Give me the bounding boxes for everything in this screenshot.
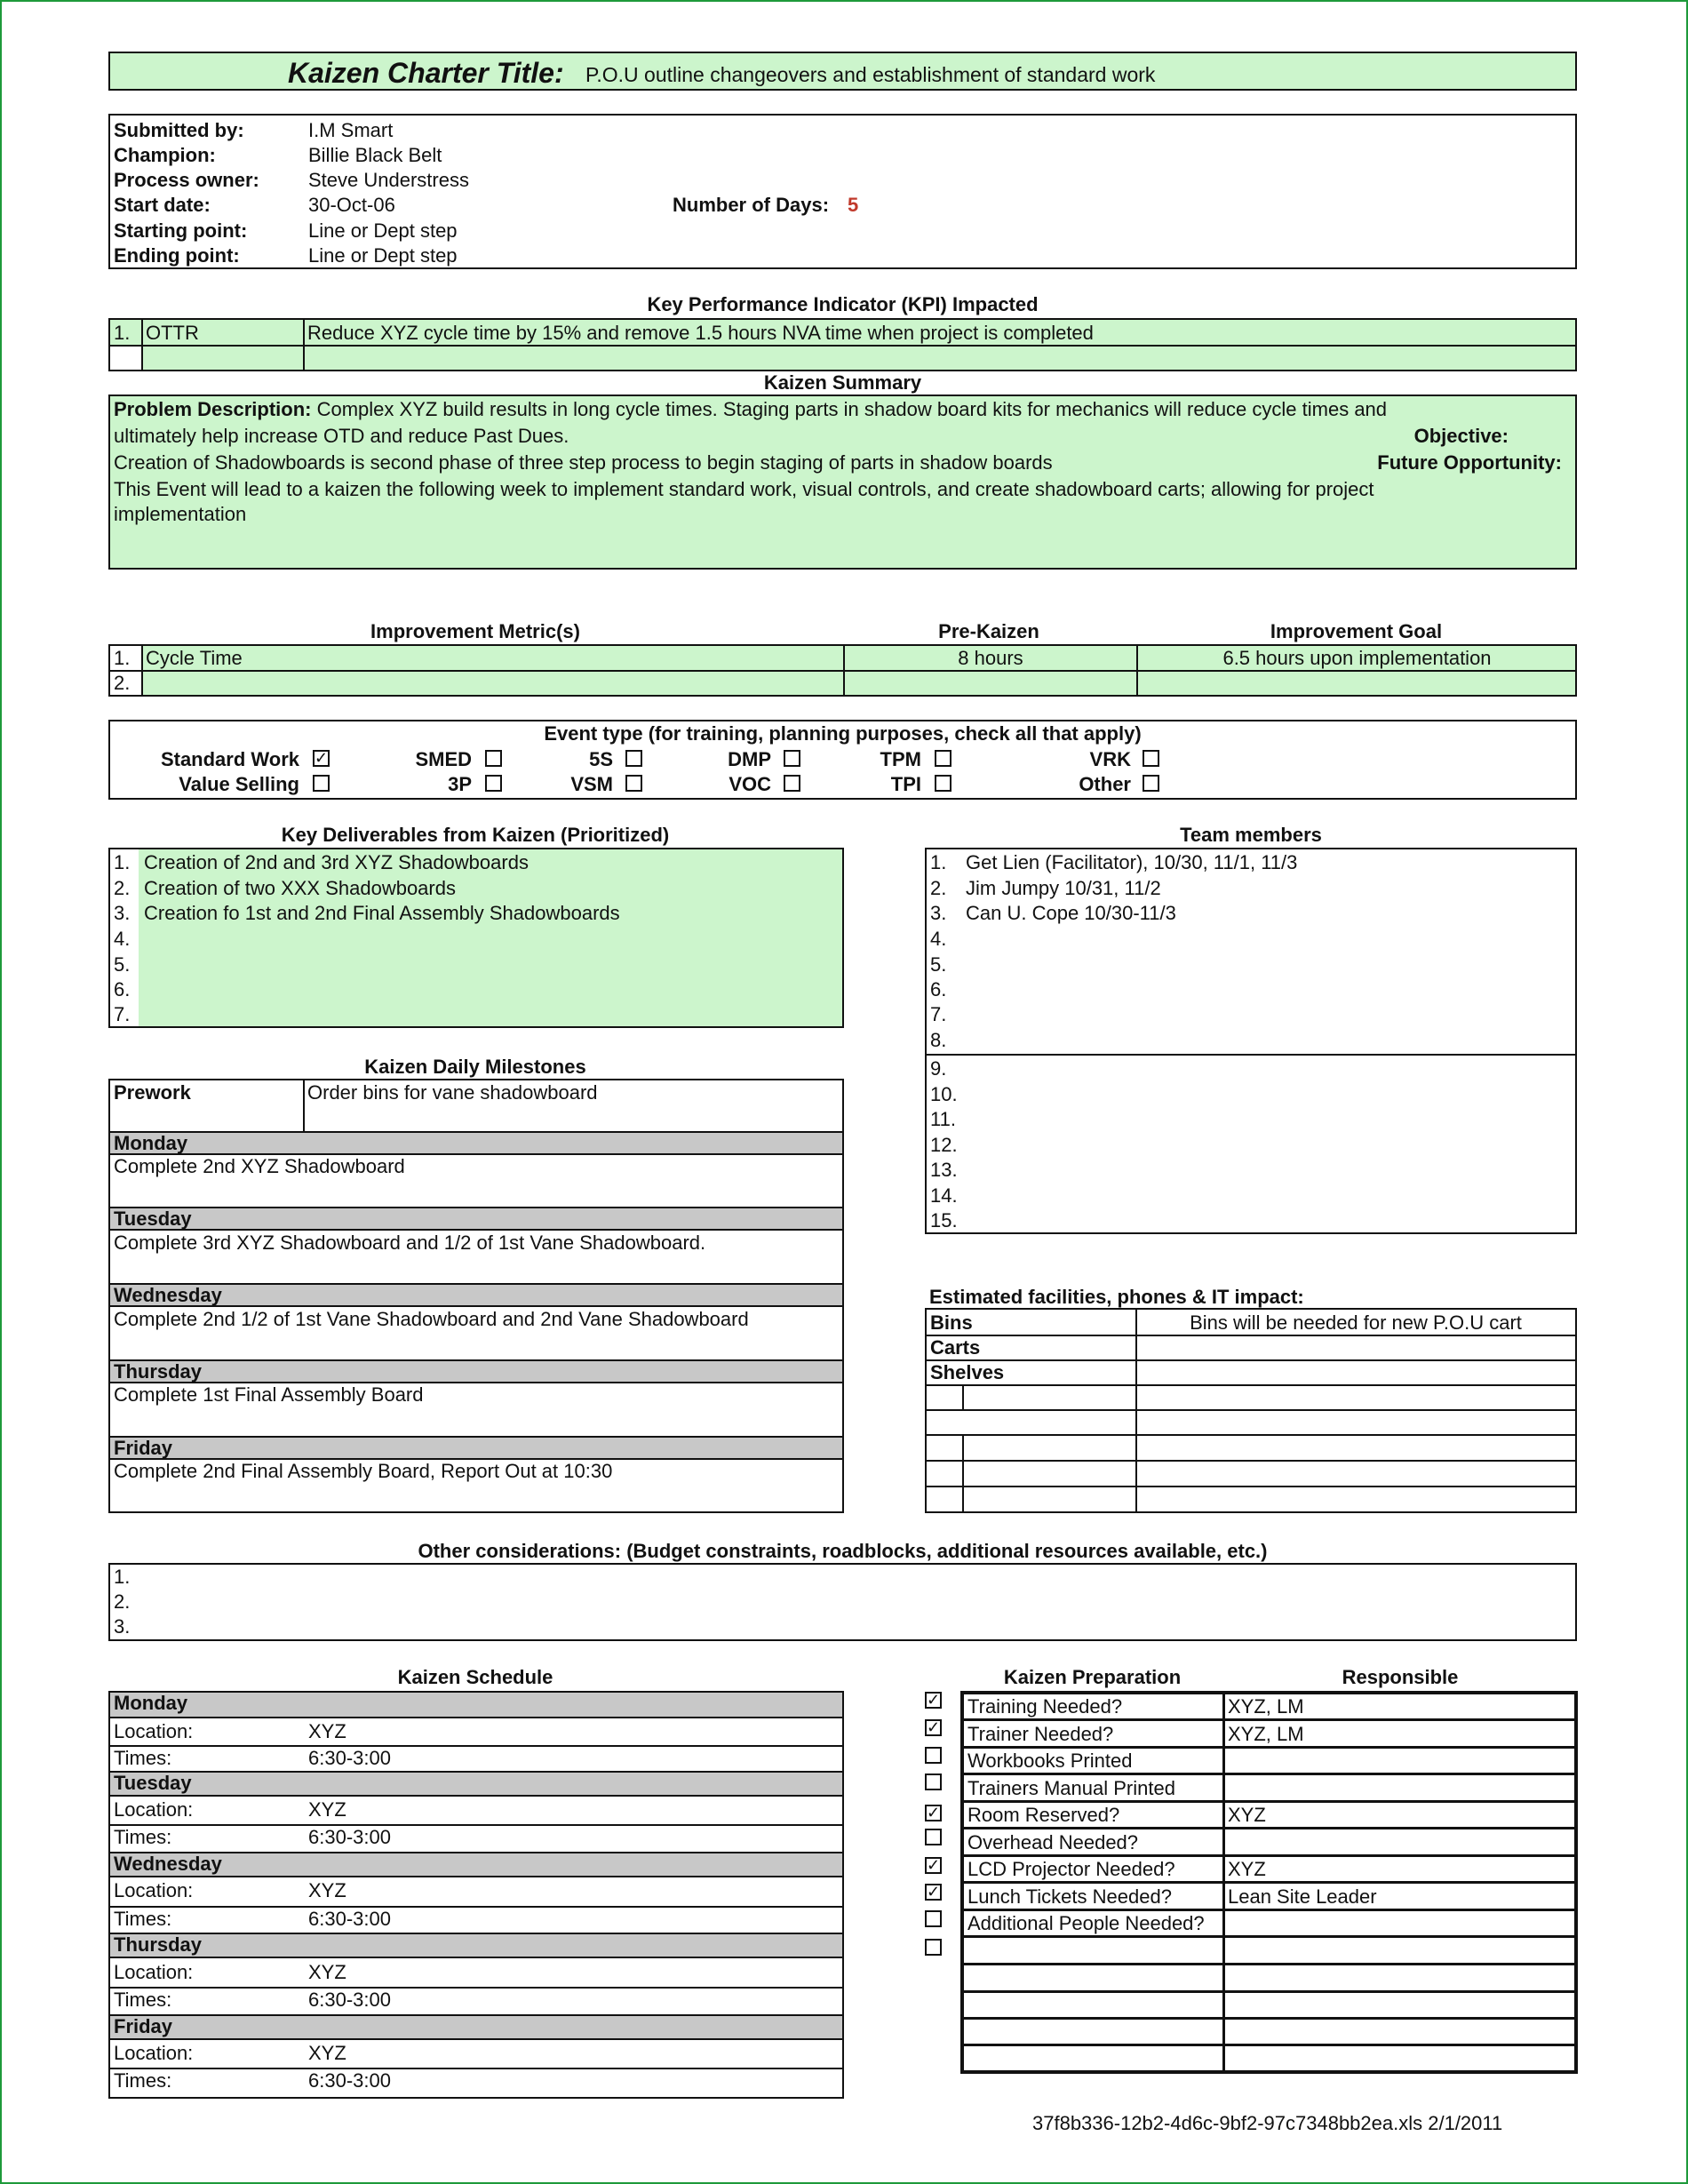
- prep-trainer-checkbox[interactable]: ✓: [927, 1718, 941, 1736]
- event-dmp-label: DMP: [728, 748, 771, 770]
- event-dmp-checkbox[interactable]: [784, 750, 800, 767]
- starting-point-label: Starting point:: [114, 219, 248, 242]
- metrics-col3-heading: Improvement Goal: [1270, 620, 1443, 642]
- team-8-num: 8.: [930, 1029, 947, 1051]
- prework-text: Order bins for vane shadowboard: [307, 1081, 598, 1104]
- problem-text-2: ultimately help increase OTD and reduce Past Dues.: [114, 425, 569, 447]
- ending-point-value: Line or Dept step: [308, 244, 458, 267]
- schedule-friday-location: XYZ: [308, 2042, 346, 2064]
- charter-title-label: Kaizen Charter Title:: [288, 57, 564, 89]
- milestone-wednesday-text: Complete 2nd 1/2 of 1st Vane Shadowboard and 2nd Vane Shadowboard: [114, 1308, 749, 1330]
- event-type-heading: Event type (for training, planning purposes, check all that apply): [544, 722, 1142, 745]
- process-owner-value: Steve Understress: [308, 169, 469, 191]
- problem-text: Complex XYZ build results in long cycle times. Staging parts in shadow board kits for mechanics will reduce cycle times and: [316, 398, 1388, 420]
- schedule-wednesday-bar: Wednesday: [110, 1852, 842, 1877]
- schedule-thursday-bar: Thursday: [110, 1933, 842, 1958]
- charter-title-bar: [108, 52, 1577, 91]
- prep-training-item: Training Needed?: [967, 1695, 1123, 1718]
- schedule-wednesday-times: 6:30-3:00: [308, 1908, 391, 1930]
- schedule-friday-location-label: Location:: [114, 2042, 194, 2064]
- facility-bins-value: Bins will be needed for new P.O.U cart: [1190, 1311, 1522, 1334]
- schedule-tuesday-location-label: Location:: [114, 1798, 194, 1821]
- schedule-thursday-times-label: Times:: [114, 1989, 172, 2011]
- deliverable-6-num: 6.: [114, 978, 131, 1000]
- event-tpm-checkbox[interactable]: [935, 750, 951, 767]
- other-3-num: 3.: [114, 1615, 131, 1638]
- schedule-friday-times-label: Times:: [114, 2069, 172, 2092]
- metric-row-2-num: 2.: [114, 672, 131, 694]
- other-1-num: 1.: [114, 1566, 131, 1588]
- schedule-monday-bar: Monday: [110, 1693, 842, 1718]
- event-standard-work-checkbox[interactable]: ✓: [315, 749, 329, 767]
- team-1-num: 1.: [930, 851, 947, 873]
- milestones-box: [108, 1079, 844, 1513]
- milestone-wednesday-bar: Wednesday: [110, 1283, 842, 1307]
- facility-shelves-label: Shelves: [930, 1361, 1005, 1383]
- prep-room-checkbox[interactable]: ✓: [927, 1804, 941, 1821]
- team-10-num: 10.: [930, 1083, 958, 1105]
- deliverable-7-num: 7.: [114, 1003, 131, 1025]
- number-of-days-value: 5: [848, 194, 859, 216]
- team-5-num: 5.: [930, 953, 947, 976]
- metric-row-1-pre: 8 hours: [958, 647, 1023, 669]
- prep-additional-item: Additional People Needed?: [967, 1912, 1205, 1934]
- team-3-text: Can U. Cope 10/30-11/3: [966, 902, 1176, 924]
- event-smed-checkbox[interactable]: [485, 750, 502, 767]
- prep-overhead-item: Overhead Needed?: [967, 1831, 1139, 1853]
- event-standard-work-label: Standard Work: [160, 748, 299, 770]
- team-box-1: [925, 848, 1577, 1056]
- starting-point-value: Line or Dept step: [308, 219, 458, 242]
- prep-workbooks-item: Workbooks Printed: [967, 1750, 1133, 1772]
- deliverable-5-num: 5.: [114, 953, 131, 976]
- summary-box: [108, 395, 1577, 570]
- prep-trainer-item: Trainer Needed?: [967, 1723, 1114, 1745]
- prep-blank-checkbox[interactable]: [925, 1939, 942, 1956]
- team-7-num: 7.: [930, 1003, 947, 1025]
- kpi-heading: Key Performance Indicator (KPI) Impacted: [647, 293, 1039, 315]
- other-box: [108, 1563, 1577, 1641]
- deliverable-2-text: Creation of two XXX Shadowboards: [144, 877, 456, 899]
- event-other-label: Other: [1079, 773, 1131, 795]
- metrics-col2-heading: Pre-Kaizen: [938, 620, 1039, 642]
- milestone-thursday-text: Complete 1st Final Assembly Board: [114, 1383, 424, 1406]
- event-value-selling-label: Value Selling: [179, 773, 299, 795]
- schedule-tuesday-bar: Tuesday: [110, 1771, 842, 1797]
- schedule-thursday-times: 6:30-3:00: [308, 1989, 391, 2011]
- schedule-tuesday-location: XYZ: [308, 1798, 346, 1821]
- problem-line: [114, 398, 1387, 421]
- kpi-table: [108, 318, 1577, 371]
- schedule-wednesday-location: XYZ: [308, 1879, 346, 1901]
- event-voc-label: VOC: [729, 773, 771, 795]
- schedule-thursday-location-label: Location:: [114, 1961, 194, 1983]
- schedule-monday-times: 6:30-3:00: [308, 1747, 391, 1769]
- deliverable-4-num: 4.: [114, 928, 131, 950]
- prep-trainer-resp: XYZ, LM: [1228, 1723, 1304, 1745]
- prep-additional-checkbox[interactable]: [925, 1910, 942, 1927]
- start-date-label: Start date:: [114, 194, 211, 216]
- metrics-table: [108, 644, 1577, 697]
- schedule-monday-times-label: Times:: [114, 1747, 172, 1769]
- deliverables-box: [108, 848, 844, 1028]
- prep-lunch-checkbox[interactable]: ✓: [927, 1883, 941, 1901]
- summary-line-4: This Event will lead to a kaizen the following week to implement standard work, visual controls, and create shadowboard carts; allowing for project: [114, 478, 1374, 500]
- schedule-tuesday-times: 6:30-3:00: [308, 1826, 391, 1848]
- deliverable-1-num: 1.: [114, 851, 131, 873]
- team-2-num: 2.: [930, 877, 947, 899]
- event-vrk-checkbox[interactable]: [1143, 750, 1159, 767]
- event-other-checkbox[interactable]: [1143, 775, 1159, 792]
- future-opportunity-label: Future Opportunity:: [1377, 451, 1562, 474]
- event-vsm-label: VSM: [570, 773, 613, 795]
- event-value-selling-checkbox[interactable]: [313, 775, 330, 792]
- prep-lcd-item: LCD Projector Needed?: [967, 1858, 1175, 1880]
- event-3p-label: 3P: [448, 773, 472, 795]
- responsible-heading: Responsible: [1342, 1666, 1459, 1688]
- event-5s-checkbox[interactable]: [625, 750, 642, 767]
- submitted-by-value: I.M Smart: [308, 119, 394, 141]
- summary-line-5: implementation: [114, 503, 247, 525]
- deliverables-heading: Key Deliverables from Kaizen (Prioritized): [281, 824, 670, 846]
- prep-room-resp: XYZ: [1228, 1804, 1266, 1826]
- schedule-heading: Kaizen Schedule: [397, 1666, 553, 1688]
- champion-label: Champion:: [114, 144, 216, 166]
- milestone-monday-bar: Monday: [110, 1131, 842, 1155]
- team-1-text: Get Lien (Facilitator), 10/30, 11/1, 11/3: [966, 851, 1298, 873]
- deliverable-1-text: Creation of 2nd and 3rd XYZ Shadowboards: [144, 851, 529, 873]
- facilities-table: [925, 1308, 1577, 1513]
- schedule-friday-bar: Friday: [110, 2014, 842, 2040]
- team-6-num: 6.: [930, 978, 947, 1000]
- info-box: [108, 114, 1577, 269]
- milestone-tuesday-bar: Tuesday: [110, 1207, 842, 1231]
- event-3p-checkbox[interactable]: [485, 775, 502, 792]
- deliverable-3-num: 3.: [114, 902, 131, 924]
- other-2-num: 2.: [114, 1590, 131, 1613]
- objective-label: Objective:: [1413, 425, 1509, 447]
- schedule-wednesday-times-label: Times:: [114, 1908, 172, 1930]
- prep-lcd-resp: XYZ: [1228, 1858, 1266, 1880]
- team-12-num: 12.: [930, 1134, 958, 1156]
- milestone-friday-bar: Friday: [110, 1436, 842, 1460]
- process-owner-label: Process owner:: [114, 169, 259, 191]
- schedule-friday-times: 6:30-3:00: [308, 2069, 391, 2092]
- ending-point-label: Ending point:: [114, 244, 240, 267]
- schedule-thursday-location: XYZ: [308, 1961, 346, 1983]
- kpi-row-name: OTTR: [146, 322, 199, 344]
- schedule-box: [108, 1691, 844, 2099]
- schedule-tuesday-times-label: Times:: [114, 1826, 172, 1848]
- team-9-num: 9.: [930, 1057, 947, 1080]
- charter-title-value: P.O.U outline changeovers and establishment of standard work: [585, 63, 1156, 86]
- preparation-heading: Kaizen Preparation: [1003, 1666, 1182, 1688]
- event-tpi-checkbox[interactable]: [935, 775, 951, 792]
- event-vsm-checkbox[interactable]: [625, 775, 642, 792]
- deliverable-3-text: Creation fo 1st and 2nd Final Assembly Shadowboards: [144, 902, 620, 924]
- team-box-2: [925, 1054, 1577, 1234]
- start-date-value: 30-Oct-06: [308, 194, 395, 216]
- team-4-num: 4.: [930, 928, 947, 950]
- team-heading: Team members: [1180, 824, 1322, 846]
- event-5s-label: 5S: [589, 748, 613, 770]
- metric-row-1-name: Cycle Time: [146, 647, 243, 669]
- team-15-num: 15.: [930, 1209, 958, 1231]
- schedule-monday-location: XYZ: [308, 1720, 346, 1742]
- facility-carts-label: Carts: [930, 1336, 981, 1359]
- prep-trainers-manual-checkbox[interactable]: [925, 1774, 942, 1790]
- prep-lcd-checkbox[interactable]: ✓: [927, 1856, 941, 1874]
- other-heading: Other considerations: (Budget constraints, roadblocks, additional resources available, etc.): [418, 1540, 1268, 1562]
- prep-lunch-resp: Lean Site Leader: [1228, 1885, 1377, 1908]
- milestones-heading: Kaizen Daily Milestones: [364, 1056, 586, 1078]
- prep-room-item: Room Reserved?: [967, 1804, 1120, 1826]
- prep-lunch-item: Lunch Tickets Needed?: [967, 1885, 1172, 1908]
- team-2-text: Jim Jumpy 10/31, 11/2: [966, 877, 1161, 899]
- schedule-monday-location-label: Location:: [114, 1720, 194, 1742]
- team-14-num: 14.: [930, 1184, 958, 1207]
- number-of-days-label: Number of Days:: [673, 194, 830, 216]
- event-tpm-label: TPM: [880, 748, 921, 770]
- milestone-monday-text: Complete 2nd XYZ Shadowboard: [114, 1155, 405, 1177]
- prep-training-checkbox[interactable]: ✓: [927, 1691, 941, 1709]
- milestone-tuesday-text: Complete 3rd XYZ Shadowboard and 1/2 of 1st Vane Shadowboard.: [114, 1231, 706, 1254]
- event-smed-label: SMED: [415, 748, 472, 770]
- metric-row-1-num: 1.: [114, 647, 131, 669]
- champion-value: Billie Black Belt: [308, 144, 442, 166]
- metric-row-1-goal: 6.5 hours upon implementation: [1222, 647, 1492, 669]
- facilities-heading: Estimated facilities, phones & IT impact:: [929, 1286, 1304, 1308]
- summary-line-3: Creation of Shadowboards is second phase of three step process to begin staging of parts in shadow boards: [114, 451, 1053, 474]
- summary-heading: Kaizen Summary: [763, 371, 922, 394]
- event-voc-checkbox[interactable]: [784, 775, 800, 792]
- prep-workbooks-checkbox[interactable]: [925, 1747, 942, 1764]
- schedule-wednesday-location-label: Location:: [114, 1879, 194, 1901]
- milestone-friday-text: Complete 2nd Final Assembly Board, Report Out at 10:30: [114, 1460, 613, 1482]
- kpi-row-desc: Reduce XYZ cycle time by 15% and remove 1.5 hours NVA time when project is completed: [307, 322, 1094, 344]
- prep-trainers-manual-item: Trainers Manual Printed: [967, 1777, 1175, 1799]
- kpi-row-num: 1.: [114, 322, 131, 344]
- event-tpi-label: TPI: [890, 773, 921, 795]
- event-vrk-label: VRK: [1089, 748, 1131, 770]
- deliverable-2-num: 2.: [114, 877, 131, 899]
- metrics-col1-heading: Improvement Metric(s): [370, 620, 580, 642]
- team-3-num: 3.: [930, 902, 947, 924]
- prep-training-resp: XYZ, LM: [1228, 1695, 1304, 1718]
- prep-overhead-checkbox[interactable]: [925, 1829, 942, 1845]
- team-13-num: 13.: [930, 1159, 958, 1181]
- milestone-thursday-bar: Thursday: [110, 1359, 842, 1383]
- preparation-table: [960, 1691, 1578, 2074]
- footer-filename: 37f8b336-12b2-4d6c-9bf2-97c7348bb2ea.xls 2/1/2011: [1032, 2112, 1503, 2134]
- problem-label: Problem Description:: [114, 398, 312, 420]
- team-11-num: 11.: [930, 1108, 956, 1130]
- facility-bins-label: Bins: [930, 1311, 973, 1334]
- submitted-by-label: Submitted by:: [114, 119, 244, 141]
- prework-label: Prework: [114, 1081, 191, 1104]
